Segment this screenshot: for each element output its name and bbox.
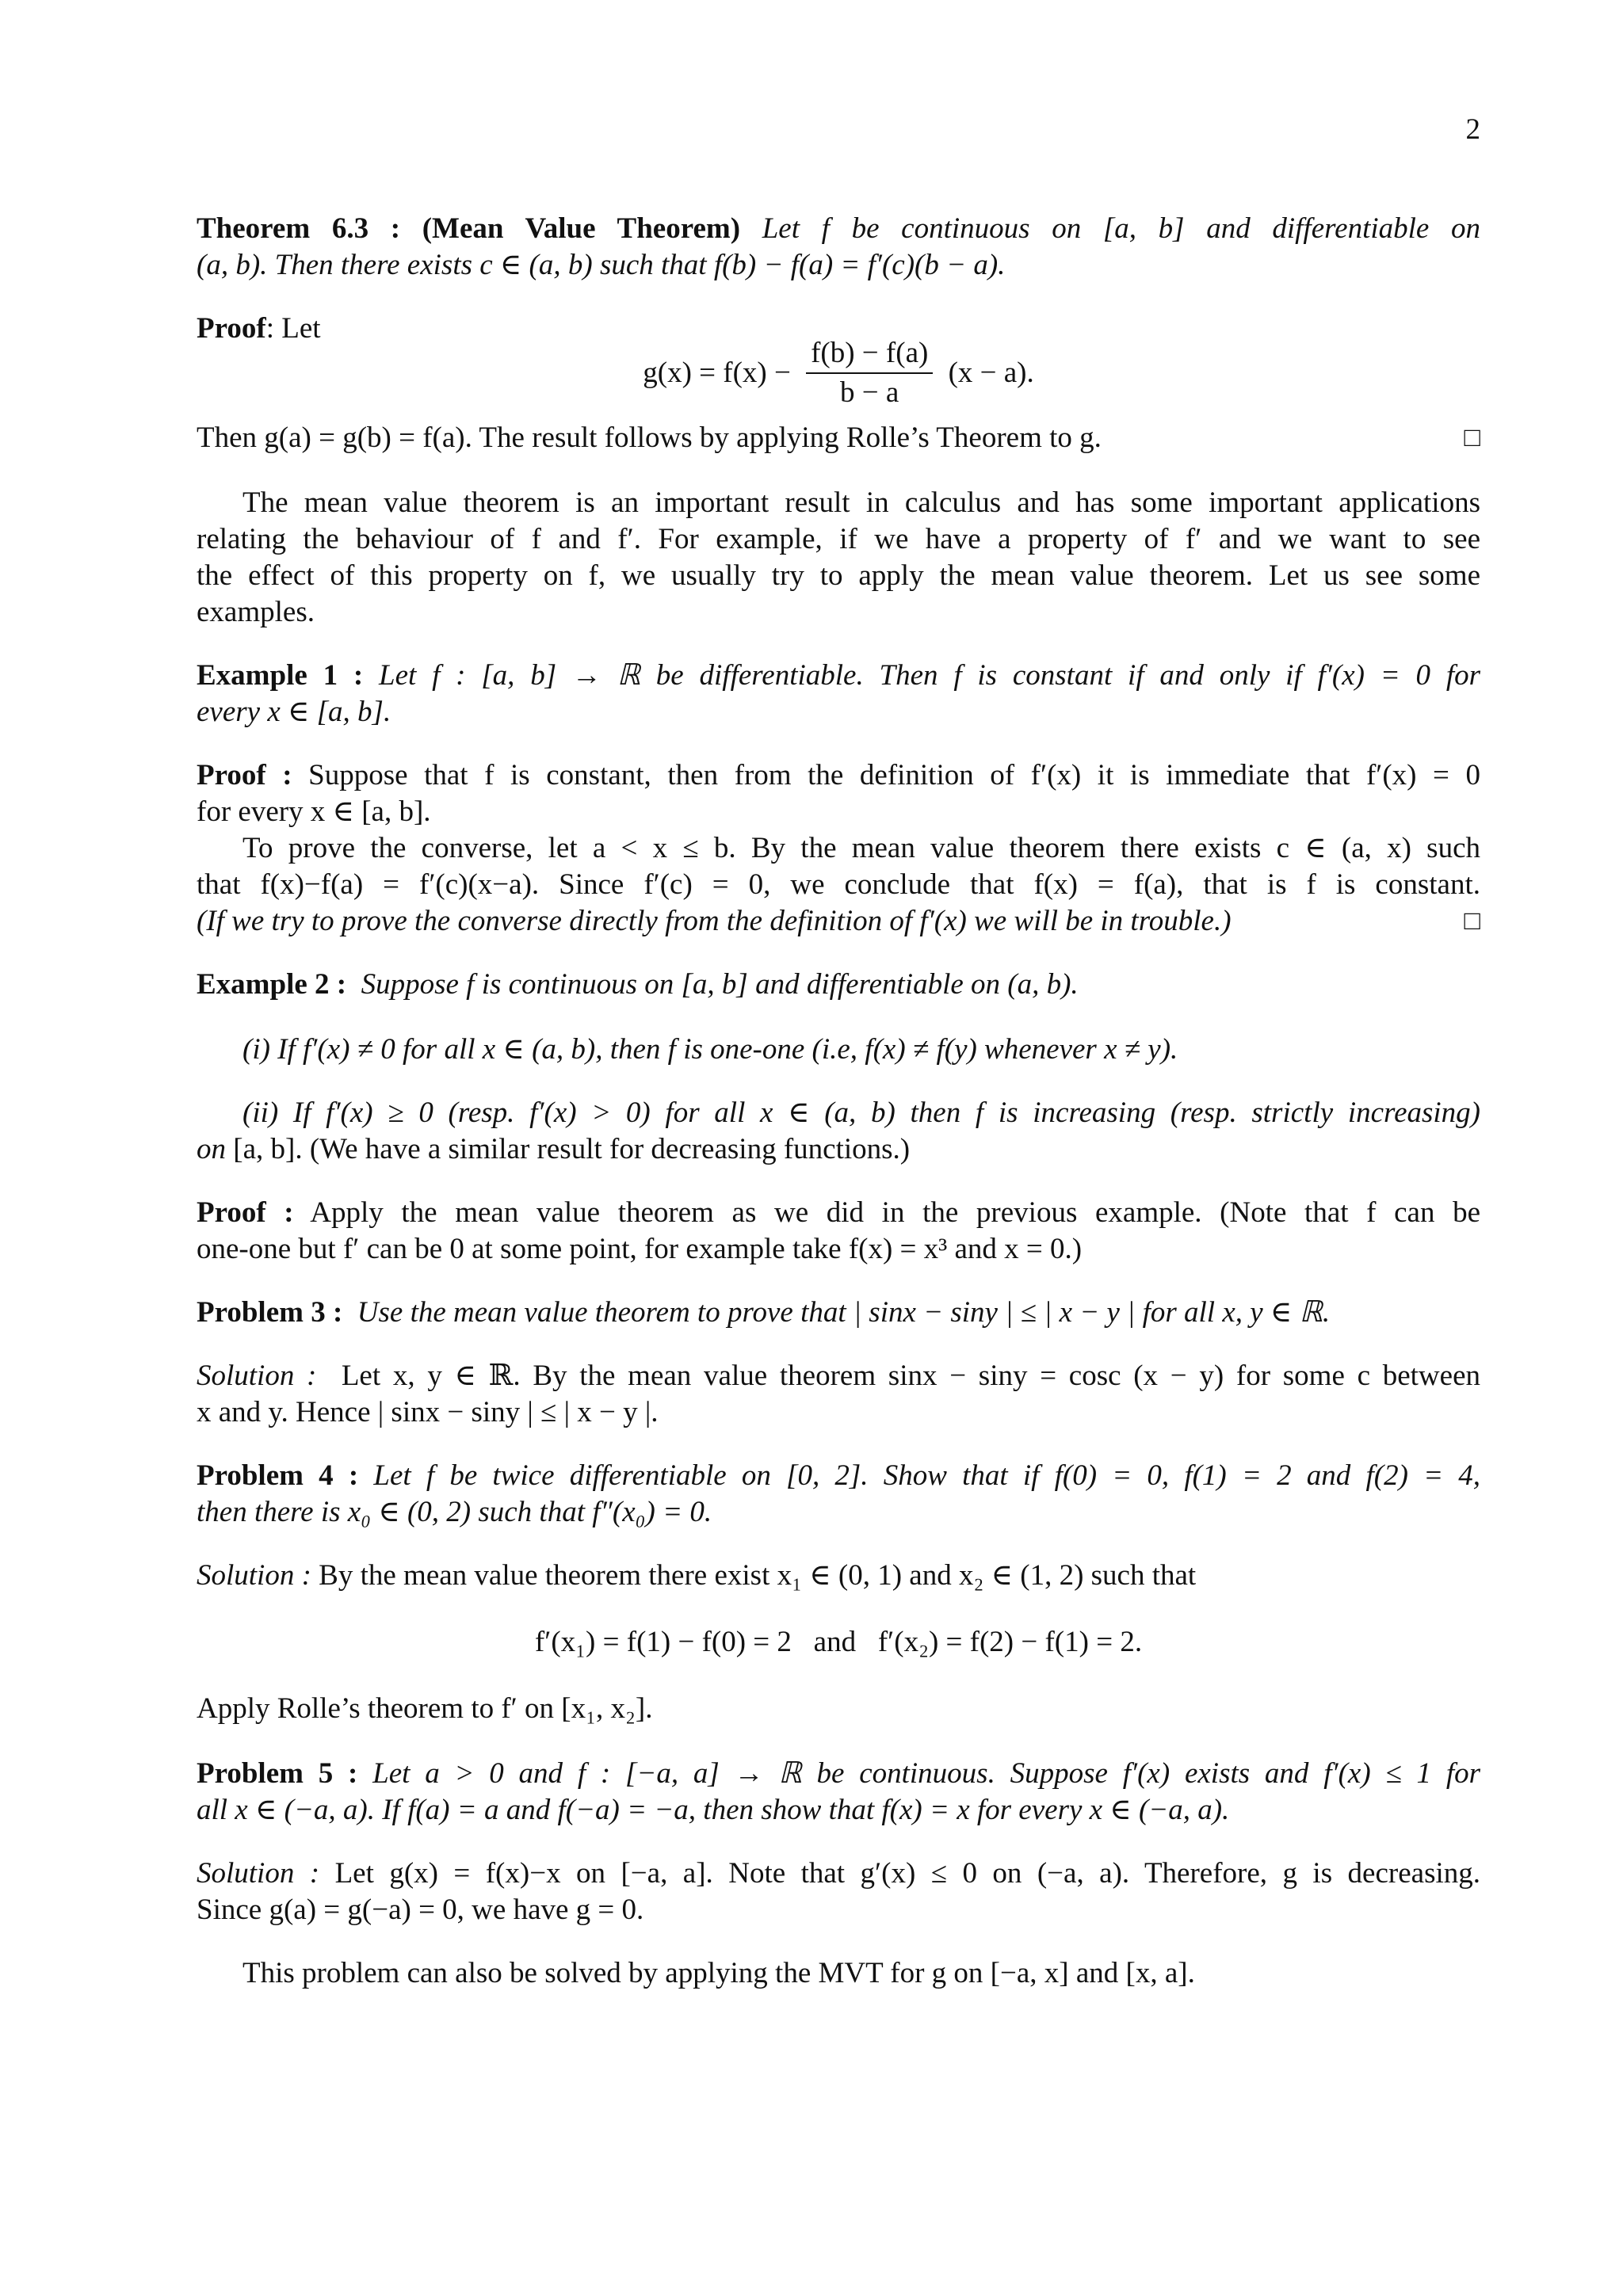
example-2-item-2-block	[197, 1095, 1480, 1168]
proof-2-line-2: for every x ∈ [a, b].	[197, 795, 431, 828]
problem-4-line-2: then there is x₀ ∈ (0, 2) such that f″(x₀) = 0.	[197, 1496, 712, 1528]
fraction-denominator: b − a	[840, 376, 899, 409]
equation-fraction	[806, 338, 933, 409]
theorem-statement-1: Let f be continuous on [a, b] and differentiable on	[762, 212, 1480, 245]
closing-block	[197, 1955, 1480, 1992]
solution-4-line-1: By the mean value theorem there exist x₁ ∈ (0, 1) and x₂ ∈ (1, 2) such that	[319, 1559, 1197, 1592]
equation-left: g(x) = f(x) −	[643, 357, 791, 389]
intro-line-3: the effect of this property on f, we usually try to apply the mean value theorem. Let us see some	[197, 559, 1480, 592]
example-2-item-1: (i) If f′(x) ≠ 0 for all x ∈ (a, b), then f is one-one (i.e, f(x) ≠ f(y) whenever x ≠ y).	[242, 1033, 1178, 1066]
solution-5-line-2: Since g(a) = g(−a) = 0, we have g = 0.	[197, 1894, 644, 1926]
qed-symbol: □	[1464, 423, 1480, 452]
fraction-numerator: f(b) − f(a)	[806, 338, 933, 374]
solution-5-block	[197, 1855, 1480, 1928]
solution-3-head: Solution :	[197, 1360, 317, 1392]
theorem-line-1	[197, 211, 1480, 247]
example-2-item-1-block	[197, 1032, 1480, 1068]
proof-2-line-5: (If we try to prove the converse directly from the definition of f′(x) we will be in trouble.)	[197, 905, 1232, 937]
solution-5-line-1: Let g(x) = f(x)−x on [−a, a]. Note that g′(x) ≤ 0 on (−a, a). Therefore, g is decreasing.	[334, 1857, 1480, 1890]
problem-5-line-1: Let a > 0 and f : [−a, a] → ℝ be continuous. Suppose f′(x) exists and f′(x) ≤ 1 for	[372, 1757, 1481, 1790]
solution-4-line-2: Apply Rolle’s theorem to f′ on [x₁, x₂].	[197, 1692, 653, 1725]
proof-3-block	[197, 1195, 1480, 1268]
proof-2-line-4: that f(x)−f(a) = f′(c)(x−a). Since f′(c) = 0, we conclude that f(x) = f(a), that is f is constant.	[197, 868, 1480, 901]
solution-3-line-1: Let x, y ∈ ℝ. By the mean value theorem sinx − siny = cosc (x − y) for some c between	[341, 1360, 1480, 1392]
intro-line-4: examples.	[197, 596, 315, 628]
proof-1-equation	[197, 338, 1480, 409]
solution-3-block	[197, 1358, 1480, 1431]
example-1-head: Example 1 :	[197, 659, 364, 692]
problem-5-line-2: all x ∈ (−a, a). If f(a) = a and f(−a) = −a, then show that f(x) = x for every x ∈ (−a, a).	[197, 1794, 1230, 1826]
proof-3-head: Proof :	[197, 1196, 294, 1229]
proof-1-lead: : Let	[265, 312, 321, 345]
problem-4-block	[197, 1458, 1480, 1531]
equation-right: (x − a).	[948, 357, 1034, 389]
solution-5-head: Solution :	[197, 1857, 320, 1890]
proof-2-line-1: Suppose that f is constant, then from the definition of f′(x) it is immediate that f′(x) = 0	[308, 759, 1480, 791]
solution-4-line-2-block	[197, 1691, 1480, 1727]
example-2-item-2-line-2: [a, b]. (We have a similar result for decreasing functions.)	[233, 1133, 911, 1165]
proof-1-conclusion: Then g(a) = g(b) = f(a). The result follows by applying Rolle’s Theorem to g.	[197, 421, 1102, 454]
example-2-item-2-line-1: (ii) If f′(x) ≥ 0 (resp. f′(x) > 0) for all x ∈ (a, b) then f is increasing (resp. strictly increasing)	[242, 1097, 1480, 1129]
page-number: 2	[1465, 113, 1480, 146]
qed-symbol: □	[1464, 906, 1480, 936]
problem-5-head: Problem 5 :	[197, 1757, 358, 1790]
closing-paragraph: This problem can also be solved by applying the MVT for g on [−a, x] and [x, a].	[242, 1957, 1195, 1989]
theorem-name: (Mean Value Theorem)	[422, 212, 741, 245]
problem-3-block	[197, 1295, 1480, 1331]
example-1-block	[197, 658, 1480, 730]
proof-1-conclusion-block	[197, 420, 1480, 456]
problem-5-block	[197, 1756, 1480, 1829]
problem-4-line-1: Let f be twice differentiable on [0, 2]. Show that if f(0) = 0, f(1) = 2 and f(2) = 4,	[373, 1459, 1481, 1492]
theorem-block	[197, 211, 1480, 284]
solution-4-block	[197, 1558, 1480, 1594]
intro-line-1: The mean value theorem is an important result in calculus and has some important applications	[242, 486, 1480, 519]
example-1-line-2: every x ∈ [a, b].	[197, 696, 391, 728]
proof-3-line-1: Apply the mean value theorem as we did in the previous example. (Note that f can be	[310, 1196, 1481, 1229]
intro-line-2: relating the behaviour of f and f′. For example, if we have a property of f′ and we want to see	[197, 523, 1480, 555]
intro-paragraph	[197, 485, 1480, 631]
example-2-text: Suppose f is continuous on [a, b] and differentiable on (a, b).	[361, 968, 1079, 1001]
problem-4-head: Problem 4 :	[197, 1459, 359, 1492]
theorem-head: Theorem 6.3 :	[197, 212, 401, 245]
example-1-line-1: Let f : [a, b] → ℝ be differentiable. Then f is constant if and only if f′(x) = 0 for	[379, 659, 1481, 692]
proof-1-head: Proof	[197, 312, 266, 345]
theorem-line-2: (a, b). Then there exists c ∈ (a, b) such that f(b) − f(a) = f′(c)(b − a).	[197, 249, 1006, 281]
proof-3-line-2: one-one but f′ can be 0 at some point, for example take f(x) = x³ and x = 0.)	[197, 1233, 1083, 1265]
problem-3-text: Use the mean value theorem to prove that | sinx − siny | ≤ | x − y | for all x, y ∈ ℝ.	[357, 1296, 1331, 1329]
solution-4-equation: f′(x₁) = f(1) − f(0) = 2 and f′(x₂) = f(2) − f(1) = 2.	[534, 1626, 1143, 1658]
solution-3-line-2: x and y. Hence | sinx − siny | ≤ | x − y |.	[197, 1396, 659, 1428]
solution-4-head: Solution :	[197, 1559, 311, 1592]
example-2-head: Example 2 :	[197, 968, 347, 1001]
problem-3-head: Problem 3 :	[197, 1296, 343, 1329]
example-2-item-2-on: on	[197, 1133, 226, 1165]
example-2-block	[197, 967, 1480, 1003]
proof-2-line-3: To prove the converse, let a < x ≤ b. By the mean value theorem there exists c ∈ (a, x) such	[242, 832, 1480, 864]
proof-2-block	[197, 757, 1480, 940]
proof-2-head: Proof :	[197, 759, 292, 791]
